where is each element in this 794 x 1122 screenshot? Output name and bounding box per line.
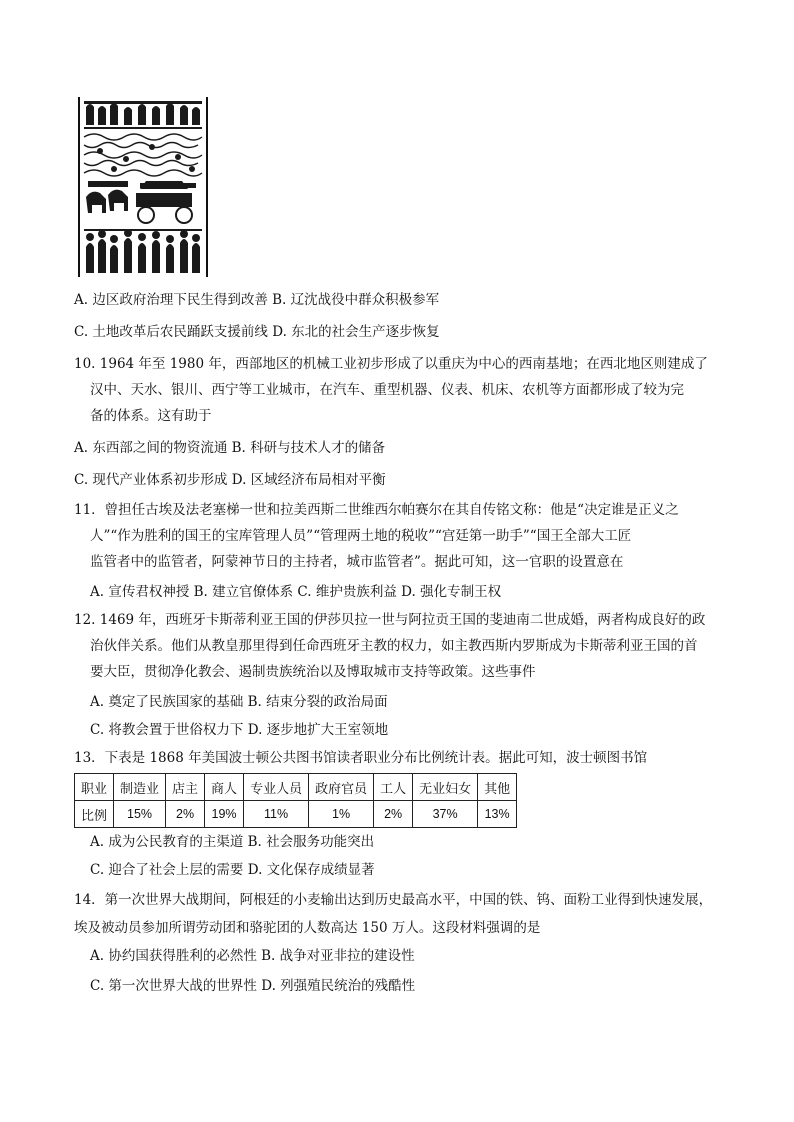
q10-stem-line1: 10. 1964 年至 1980 年，西部地区的机械工业初步形成了以重庆为中心的西南基地；在西北地区则建成了 <box>74 356 708 372</box>
q13-stem-line1: 13．下表是 1868 年美国波士顿公共图书馆读者职业分布比例统计表。据此可知，波士顿图书馆 <box>74 750 648 766</box>
table-cell: 37% <box>413 801 478 828</box>
woodcut-image-icon <box>80 97 206 277</box>
table-cell: 2% <box>374 801 413 828</box>
woodcut-illustration <box>78 97 208 277</box>
q12-options-line1: A. 奠定了民族国家的基础 B. 结束分裂的政治局面 <box>90 694 388 710</box>
table-header-cell: 工人 <box>374 774 413 801</box>
q14-options-line1: A. 协约国获得胜利的必然性 B. 战争对亚非拉的建设性 <box>90 948 415 964</box>
q11-stem-line3: 监管者中的监管者，阿蒙神节日的主持者，城市监管者”。据此可知，这一官职的设置意在 <box>90 554 624 570</box>
q12-stem-line1: 12. 1469 年，西班牙卡斯蒂利亚王国的伊莎贝拉一世与阿拉贡王国的斐迪南二世成婚，两者构成良好的政 <box>74 612 706 628</box>
q13-options-line2: C. 迎合了社会上层的需要 D. 文化保存成绩显著 <box>90 862 375 878</box>
table-header-cell: 政府官员 <box>309 774 374 801</box>
occupation-ratio-table <box>74 773 517 828</box>
table-header-cell: 其他 <box>478 774 517 801</box>
table-row-label: 比例 <box>75 801 114 828</box>
table-cell: 1% <box>309 801 374 828</box>
q10-options-line2: C. 现代产业体系初步形成 D. 区域经济布局相对平衡 <box>74 472 386 488</box>
q10-options-line1: A. 东西部之间的物资流通 B. 科研与技术人才的储备 <box>74 440 386 456</box>
q11-stem-line2: 人”“作为胜利的国王的宝库管理人员”“管理两土地的税收”“宫廷第一助手”“国王全部大工匠 <box>90 528 632 544</box>
table-cell: 15% <box>114 801 166 828</box>
table-cell: 2% <box>166 801 205 828</box>
q14-options-line2: C. 第一次世界大战的世界性 D. 列强殖民统治的残酷性 <box>90 978 416 994</box>
table-header-cell: 无业妇女 <box>413 774 478 801</box>
q12-stem-line2: 治伙伴关系。他们从教皇那里得到任命西班牙主教的权力，如主教西斯内罗斯成为卡斯蒂利亚王国的首 <box>90 638 698 654</box>
q11-options-line1: A. 宣传君权神授 B. 建立官僚体系 C. 维护贵族利益 D. 强化专制王权 <box>90 584 502 600</box>
table-row-label: 职业 <box>75 774 114 801</box>
q13-options-line1: A. 成为公民教育的主渠道 B. 社会服务功能突出 <box>90 834 375 850</box>
q10-stem-line3: 备的体系。这有助于 <box>90 408 212 424</box>
q14-stem-line2: 埃及被动员参加所谓劳动团和骆驼团的人数高达 150 万人。这段材料强调的是 <box>74 920 541 936</box>
table-header-cell: 制造业 <box>114 774 166 801</box>
table-cell: 19% <box>205 801 244 828</box>
table-row <box>75 774 517 801</box>
q11-stem-line1: 11．曾担任古埃及法老塞梯一世和拉美西斯二世维西尔帕赛尔在其自传铭文称：他是“决定谁是正义之 <box>74 502 679 518</box>
table-cell: 11% <box>244 801 309 828</box>
q12-stem-line3: 要大臣，贯彻净化教会、遏制贵族统治以及博取城市支持等政策。这些事件 <box>90 664 536 680</box>
table-header-cell: 店主 <box>166 774 205 801</box>
table-header-cell: 商人 <box>205 774 244 801</box>
q12-options-line2: C. 将教会置于世俗权力下 D. 逐步地扩大王室领地 <box>90 722 389 738</box>
table-header-cell: 专业人员 <box>244 774 309 801</box>
q14-stem-line1: 14．第一次世界大战期间，阿根廷的小麦输出达到历史最高水平，中国的铁、钨、面粉工业得到快速发展， <box>74 892 713 908</box>
q9-options-line2: C. 土地改革后农民踊跃支援前线 D. 东北的社会生产逐步恢复 <box>74 324 440 340</box>
q10-stem-line2: 汉中、天水、银川、西宁等工业城市，在汽车、重型机器、仪表、机床、农机等方面都形成了较为完 <box>90 382 684 398</box>
q9-options-line1: A. 边区政府治理下民生得到改善 B. 辽沈战役中群众积极参军 <box>74 292 440 308</box>
table-cell: 13% <box>478 801 517 828</box>
table-row <box>75 801 517 828</box>
